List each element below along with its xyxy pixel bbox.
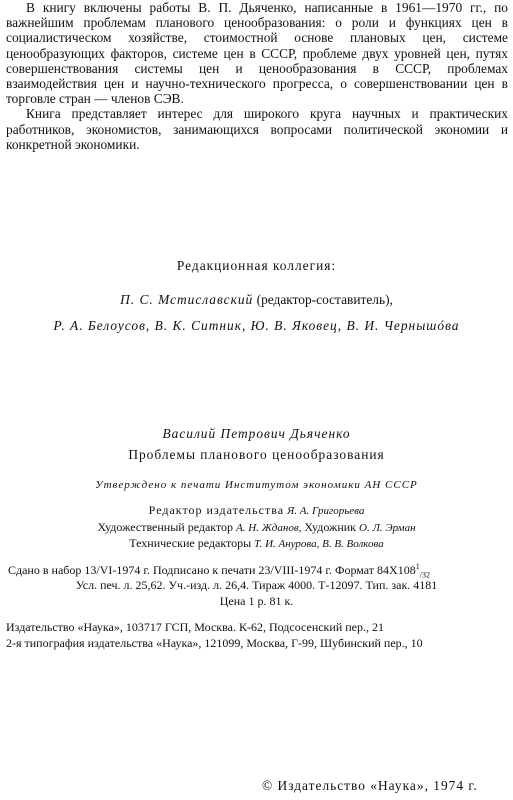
artist-label: Художник bbox=[304, 520, 356, 534]
board-editor-name: П. С. Мстиславский bbox=[120, 292, 254, 307]
book-author: Василий Петрович Дьяченко bbox=[162, 426, 351, 441]
annotation-paragraph-2: Книга представляет интерес для широкого круга научных и практических работников, экономистов, занимающихся вопросами политической экономии и конкретной экономики. bbox=[6, 106, 508, 152]
book-title: Проблемы планового ценообразования bbox=[128, 447, 385, 462]
tech-editors-line bbox=[0, 536, 513, 551]
publisher-editor-line bbox=[0, 503, 513, 518]
artist: О. Л. Эрман bbox=[359, 522, 416, 534]
format-sup: 1 bbox=[415, 562, 420, 571]
submitted-text: Сдано в набор 13/VI-1974 г. Подписано к печати 23/VIII-1974 г. Формат 84Х108 bbox=[8, 563, 416, 577]
art-editor: А. Н. Жданов, bbox=[236, 522, 302, 534]
format-sub: /32 bbox=[419, 570, 430, 580]
print-data: Усл. печ. л. 25,62. Уч.-изд. л. 26,4. Тираж 4000. Т-12097. Тип. зак. 4181 bbox=[75, 578, 438, 592]
publisher-editor: Я. А. Григорьева bbox=[287, 505, 365, 517]
art-editor-label: Художественный редактор bbox=[97, 520, 234, 534]
copyright: © Издательство «Наука», 1974 г. bbox=[262, 778, 478, 793]
tech-editors-label: Технические редакторы bbox=[129, 536, 252, 550]
tech-editors: Т. И. Анурова, В. В. Волкова bbox=[254, 538, 384, 550]
board-members: Р. А. Белоусов, В. К. Ситник, Ю. В. Яковец, В. И. Чернышóва bbox=[53, 318, 460, 333]
submitted-line bbox=[8, 562, 430, 579]
publisher-address: Издательство «Наука», 103717 ГСП, Москва. К-62, Подсосенский пер., 21 bbox=[6, 620, 384, 634]
printer-address: 2-я типография издательства «Наука», 121099, Москва, Г-99, Шубинский пер., 10 bbox=[6, 636, 423, 650]
annotation bbox=[6, 0, 508, 152]
price: Цена 1 р. 81 к. bbox=[219, 594, 294, 608]
board-heading: Редакционная коллегия: bbox=[176, 258, 337, 273]
publisher-editor-label: Редактор издательства bbox=[148, 503, 285, 517]
board-editor-role: (редактор-составитель), bbox=[256, 292, 393, 307]
approval-note: Утверждено к печати Институтом экономики АН СССР bbox=[95, 479, 418, 491]
art-editor-line bbox=[0, 520, 513, 535]
board-editor-line bbox=[0, 292, 513, 308]
annotation-paragraph-1: В книгу включены работы В. П. Дьяченко, написанные в 1961—1970 гг., по важнейшим проблемам планового ценообразования: о роли и функциях цен в социалистическом хозяйстве, стоимостной основе плановых цен, системе ценообразующих факторов, системе цен в СССР, проблеме двух уровней цен, путях совершенствования системы цен и ценообразования в СССР, проблемах взаимодействия цен и научно-технического прогресса, о совершенствовании цен в торговле стран — членов СЭВ. bbox=[6, 0, 508, 107]
